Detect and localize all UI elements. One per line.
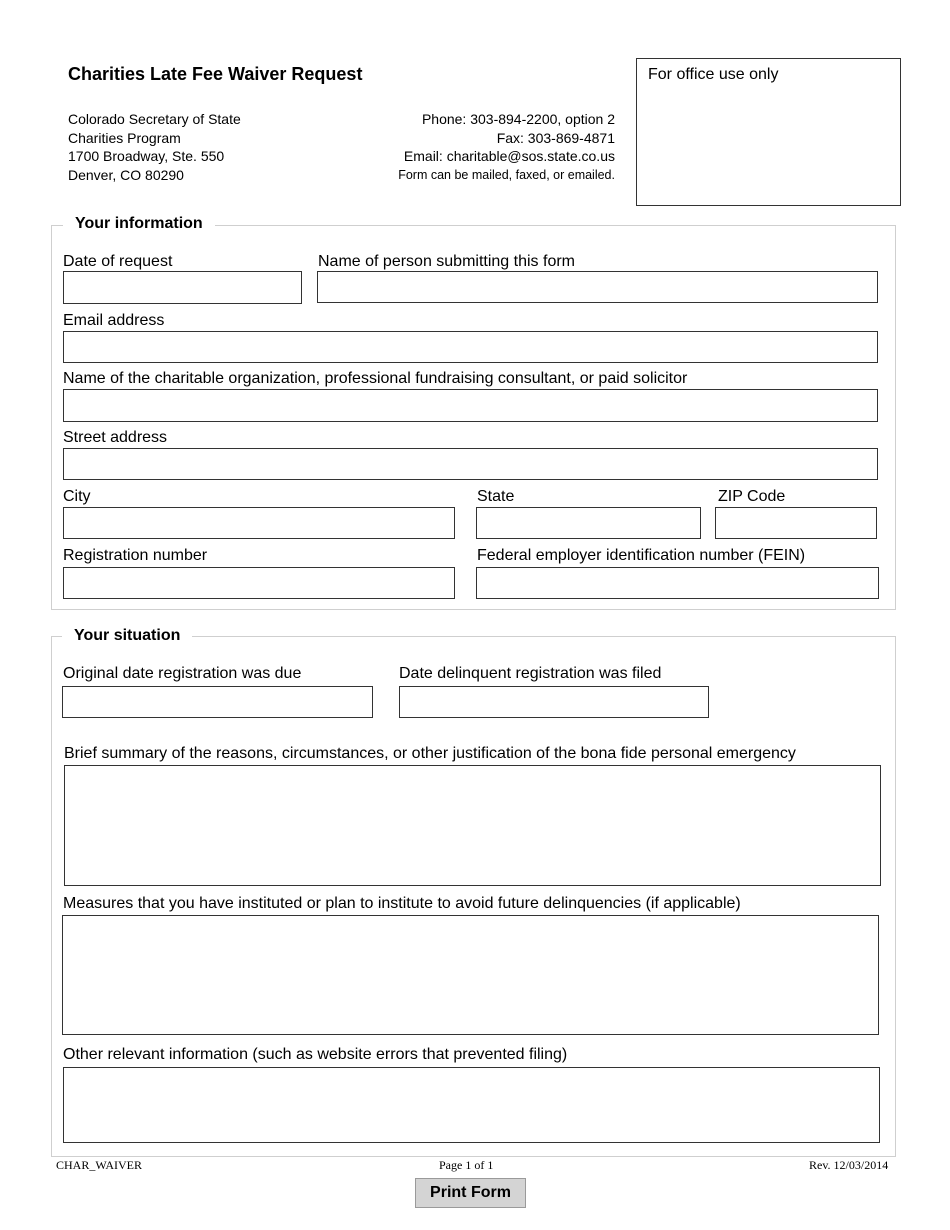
city-input[interactable]: [63, 507, 455, 539]
registration-number-input[interactable]: [63, 567, 455, 599]
phone-text: Phone: 303-894-2200, option 2: [421, 111, 615, 127]
measures-label: Measures that you have instituted or plan to institute to avoid future delinquencies (if applicable): [63, 895, 741, 912]
submitter-name-input[interactable]: [317, 271, 878, 303]
address-line: Colorado Secretary of State: [68, 111, 241, 127]
city-label: City: [63, 488, 91, 505]
summary-label: Brief summary of the reasons, circumstances, or other justification of the bona fide personal emergency: [64, 745, 796, 762]
delinquent-filed-label: Date delinquent registration was filed: [399, 665, 662, 682]
print-form-button[interactable]: Print Form: [415, 1178, 526, 1208]
registration-number-label: Registration number: [63, 547, 208, 564]
original-due-label: Original date registration was due: [63, 665, 302, 682]
state-label: State: [477, 488, 515, 505]
office-use-label: For office use only: [648, 66, 779, 83]
street-label: Street address: [63, 429, 168, 446]
office-use-box: [636, 58, 901, 206]
form-title: Charities Late Fee Waiver Request: [68, 64, 363, 84]
original-due-input[interactable]: [62, 686, 373, 718]
email-input[interactable]: [63, 331, 878, 363]
measures-textarea[interactable]: [62, 915, 879, 1035]
your-situation-legend: Your situation: [62, 627, 192, 645]
contact-info: [350, 110, 615, 184]
address-line: Charities Program: [68, 129, 181, 146]
street-input[interactable]: [63, 448, 878, 480]
other-info-textarea[interactable]: [63, 1067, 880, 1143]
address-line: 1700 Broadway, Ste. 550: [68, 148, 225, 164]
page-number: Page 1 of 1: [439, 1158, 494, 1172]
fein-label: Federal employer identification number (FEIN): [477, 547, 806, 564]
fax-text: Fax: 303-869-4871: [496, 129, 615, 146]
date-of-request-input[interactable]: [63, 271, 302, 304]
fein-input[interactable]: [476, 567, 879, 599]
submitter-name-label: Name of person submitting this form: [318, 253, 575, 270]
date-of-request-label: Date of request: [63, 253, 173, 270]
agency-address: [68, 110, 241, 184]
org-name-label: Name of the charitable organization, professional fundraising consultant, or paid solicitor: [63, 370, 688, 387]
state-input[interactable]: [476, 507, 701, 539]
delinquent-filed-input[interactable]: [399, 686, 709, 718]
zip-label: ZIP Code: [718, 488, 786, 505]
zip-input[interactable]: [715, 507, 877, 539]
summary-textarea[interactable]: [64, 765, 881, 886]
org-name-input[interactable]: [63, 389, 878, 422]
email-label: Email address: [63, 312, 165, 329]
address-line: Denver, CO 80290: [68, 166, 184, 183]
email-text: Email: charitable@sos.state.co.us: [403, 148, 615, 164]
submission-note: Form can be mailed, faxed, or emailed.: [398, 167, 615, 182]
other-info-label: Other relevant information (such as website errors that prevented filing): [63, 1046, 568, 1063]
revision-date: Rev. 12/03/2014: [809, 1158, 889, 1172]
form-id: CHAR_WAIVER: [56, 1158, 142, 1172]
your-information-legend: Your information: [63, 215, 215, 233]
